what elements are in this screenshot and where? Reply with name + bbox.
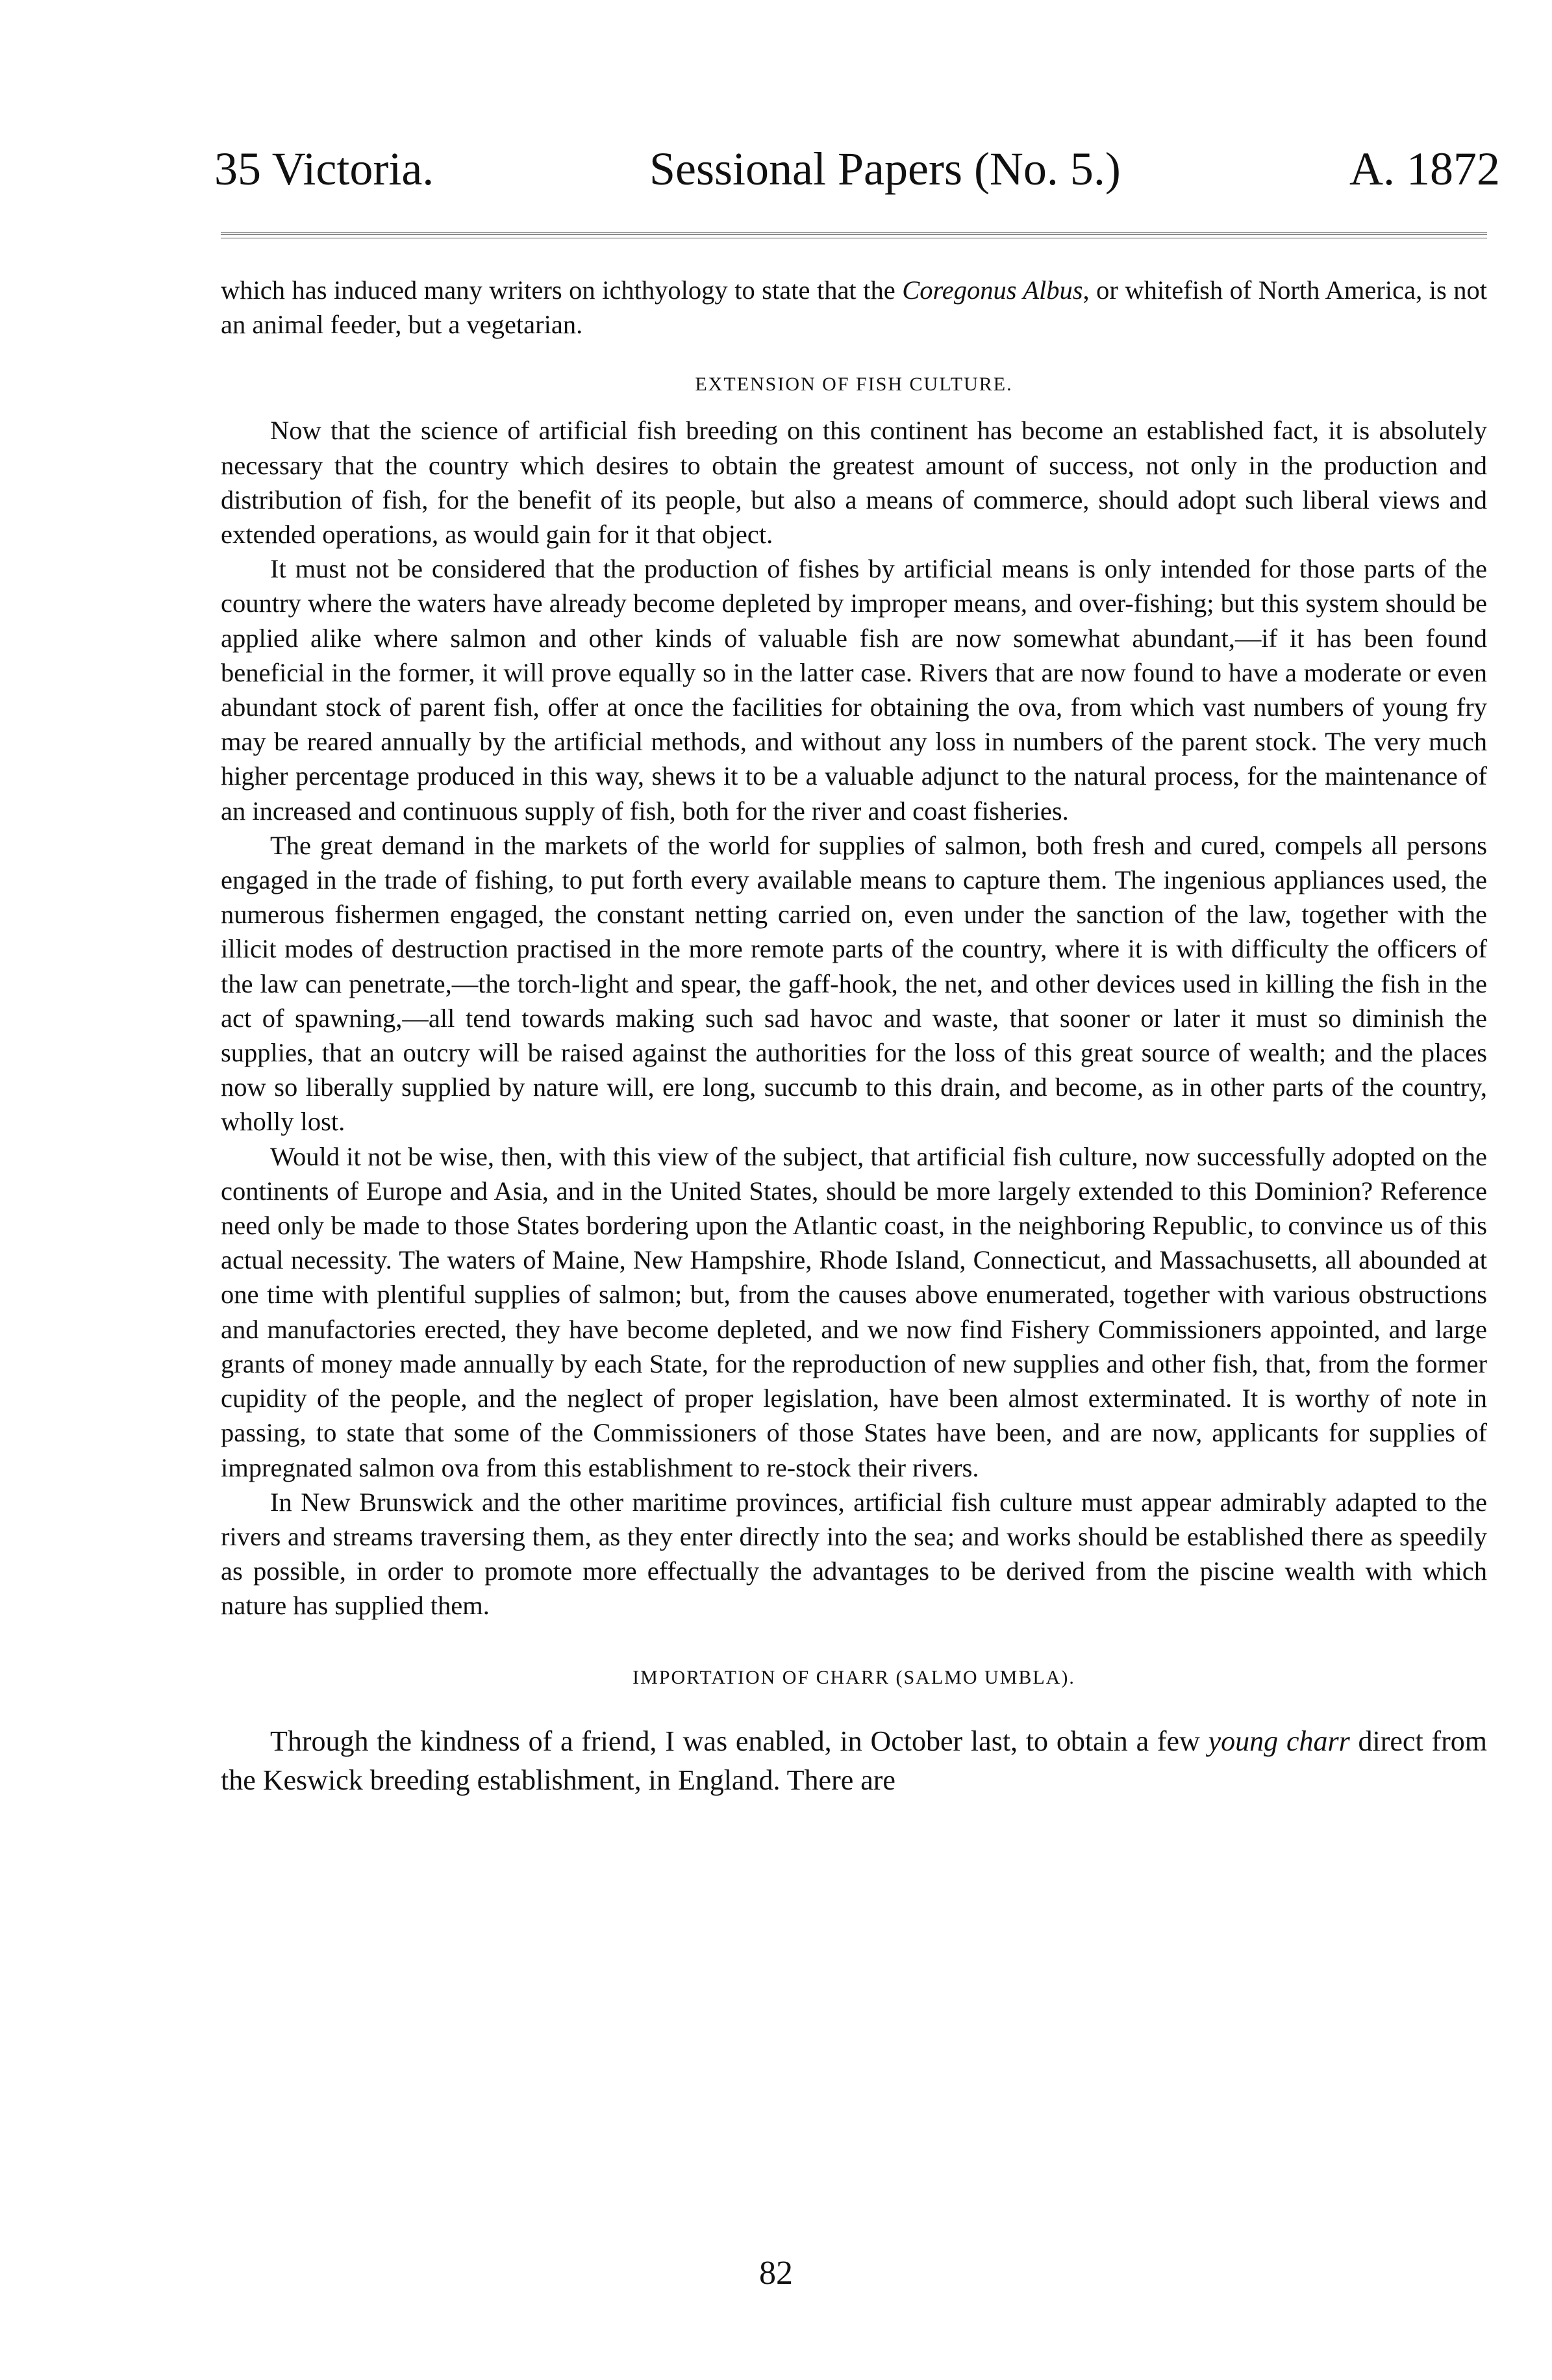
charr-paragraph (221, 1722, 1487, 1800)
section-heading-fish-culture: EXTENSION OF FISH CULTURE. (695, 373, 1013, 396)
paragraph: It must not be considered that the production of fishes by artificial means is only intended for those parts of the country where the waters have already become depleted by improper means, and over-fishing; but this system should be applied alike where salmon and other kinds of valuable fish are now somewhat abundant,—if it has been found beneficial in the former, it will prove equally so in the latter case. Rivers that are now found to have a moderate or even abundant stock of parent fish, offer at once the facilities for obtaining the ova, from which vast numbers of young fry may be reared annually by the artificial methods, and without any loss in numbers of the parent stock. The very much higher percentage produced in this way, shews it to be a valuable adjunct to the natural process, for the maintenance of an increased and continuous supply of fish, both for the river and coast fisheries. (221, 554, 1487, 826)
intro-paragraph (221, 273, 1487, 342)
charr-text-before: Through the kindness of a friend, I was enabled, in October last, to obtain a few (270, 1725, 1208, 1757)
paragraph: Now that the science of artificial fish breeding on this continent has become an established fact, it is absolutely necessary that the country which desires to obtain the greatest amount of success, not only in the production and distribution of fish, for the benefit of its people, but also a means of commerce, should adopt such liberal views and extended operations, as would gain for it that object. (221, 416, 1487, 550)
paragraph: Would it not be wise, then, with this view of the subject, that artificial fish culture, now successfully adopted on the continents of Europe and Asia, and in the United States, should be more largely extended to this Dominion? Reference need only be made to those States bordering upon the Atlantic coast, in the neighboring Republic, to convince us of this actual necessity. The waters of Maine, New Hampshire, Rhode Island, Connecticut, and Massachusetts, all abounded at one time with plentiful supplies of salmon; but, from the causes above enumerated, together with various obstructions and manufactories erected, they have become depleted, and we now find Fishery Commissioners appointed, and large grants of money made annually by each State, for the reproduction of new supplies and other fish, that, from the former cupidity of the people, and the neglect of proper legislation, have been almost exterminated. It is worthy of note in passing, to state that some of the Commissioners of those States have been, and are now, applicants for supplies of impregnated salmon ova from this establishment to re-stock their rivers. (221, 1141, 1487, 1482)
page-number: 82 (759, 2255, 793, 2292)
charr-italic: young charr (1208, 1725, 1350, 1757)
intro-text-after: , or whitefish of North America, is not an animal feeder, but a vegetarian. (221, 275, 1487, 340)
section-heading-charr: IMPORTATION OF CHARR (SALMO UMBLA). (632, 1666, 1075, 1688)
header-year: A. 1872 (1349, 143, 1500, 195)
paragraph: The great demand in the markets of the world for supplies of salmon, both fresh and cured, compels all persons engaged in the trade of fishing, to put forth every available means to capture them. The ingenious appliances used, the numerous fishermen engaged, the constant netting carried on, even under the sanction of the law, together with the illicit modes of destruction practised in the more remote parts of the country, where it is with difficulty the officers of the law can penetrate,—the torch-light and spear, the gaff-hook, the net, and other devices used in killing the fish in the act of spawning,—all tend towards making such sad havoc and waste, that sooner or later it must so diminish the supplies, that an outcry will be raised against the authorities for the loss of this great source of wealth; and the places now so liberally supplied by nature will, ere long, succumb to this drain, and become, as in other parts of the country, wholly lost. (221, 830, 1487, 1137)
header-rule (221, 233, 1487, 238)
header-session: 35 Victoria. (214, 143, 434, 195)
running-header (214, 133, 1500, 205)
intro-species-name: Coregonus Albus (902, 275, 1083, 305)
document-body (221, 273, 1487, 1800)
header-title: Sessional Papers (No. 5.) (649, 143, 1121, 195)
paragraph: In New Brunswick and the other maritime provinces, artificial fish culture must appear admirably adapted to the rivers and streams traversing them, as they enter directly into the sea; and works should be established there as speedily as possible, in order to promote more effectually the advantages to be derived from the piscine wealth with which nature has supplied them. (221, 1487, 1487, 1621)
intro-text-before: which has induced many writers on ichthyology to state that the (221, 275, 903, 305)
charr-text-after: direct from the Keswick breeding establishment, in England. There are (221, 1725, 1487, 1796)
